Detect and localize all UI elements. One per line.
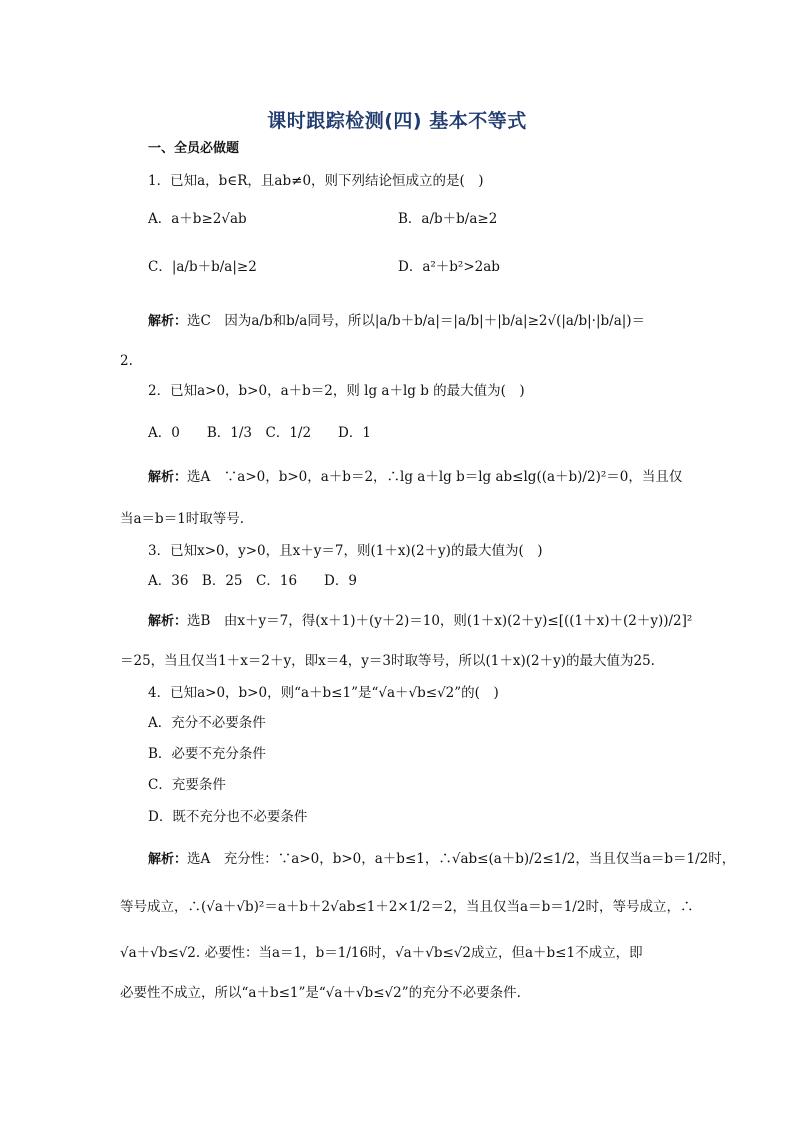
section-heading: 一、全员必做题 bbox=[148, 141, 240, 156]
q4-option-d: D．既不充分也不必要条件 bbox=[148, 809, 308, 825]
q3-answer bbox=[148, 612, 692, 631]
q1-answer-text: 选C 因为a/b和b/a同号，所以|a/b＋b/a|＝|a/b|＋|b/a|≥2√(|a/b|·|b/a|)＝ bbox=[187, 313, 646, 329]
q4-answer-line-1: 选A 充分性：∵a>0，b>0，a＋b≤1，∴√ab≤(a＋b)/2≤1/2，当且仅当a＝b＝1/2时， bbox=[187, 851, 736, 867]
q4-option-b: B．必要不充分条件 bbox=[148, 746, 266, 762]
q3-answer-cont: ＝25，当且仅当1＋x＝2＋y，即x＝4，y＝3时取等号，所以(1＋x)(2＋y)的最大值为25. bbox=[120, 653, 655, 669]
q1-answer-label: 解析： bbox=[148, 314, 188, 329]
q2-answer-text: 选A ∵a>0，b>0，a＋b＝2，∴lg a＋lg b＝lg ab≤lg((a＋b)/2)²＝0，当且仅 bbox=[187, 469, 683, 485]
q1-option-a: A．a＋b≥2√ab bbox=[148, 211, 247, 227]
q1-answer-cont: 2. bbox=[120, 353, 133, 369]
q4-answer-label: 解析： bbox=[148, 852, 188, 867]
q4-stem: 4．已知a>0，b>0，则“a＋b≤1”是“√a＋√b≤√2”的( ) bbox=[148, 685, 499, 701]
q1-answer bbox=[148, 312, 645, 331]
q3-answer-text: 选B 由x＋y＝7，得(x＋1)＋(y＋2)＝10，则(1＋x)(2＋y)≤[((1＋x)＋(2＋y))/2]² bbox=[187, 613, 693, 629]
q2-options: A．0 B．1/3 C．1/2 D．1 bbox=[148, 425, 371, 441]
q4-answer-line-3: √a＋√b≤√2. 必要性：当a＝1，b＝1/16时，√a＋√b≤√2成立，但a＋b≤1不成立，即 bbox=[120, 945, 643, 961]
q3-options: A．36 B．25 C．16 D．9 bbox=[148, 573, 357, 589]
q4-option-c: C．充要条件 bbox=[148, 777, 226, 793]
q2-answer-label: 解析： bbox=[148, 470, 188, 485]
q3-answer-label: 解析： bbox=[148, 614, 188, 629]
page-title: 课时跟踪检测(四) 基本不等式 bbox=[267, 110, 527, 132]
q1-option-b: B．a/b＋b/a≥2 bbox=[398, 211, 498, 227]
q2-answer bbox=[148, 468, 682, 487]
q4-answer-line-4: 必要性不成立，所以“a＋b≤1”是“√a＋√b≤√2”的充分不必要条件. bbox=[120, 985, 521, 1001]
q1-option-c: C．|a/b＋b/a|≥2 bbox=[148, 259, 257, 275]
q4-answer bbox=[148, 850, 735, 869]
q2-stem: 2．已知a>0，b>0，a＋b＝2，则 lg a＋lg b 的最大值为( ) bbox=[148, 383, 525, 399]
q3-stem: 3．已知x>0，y>0，且x＋y＝7，则(1＋x)(2＋y)的最大值为( ) bbox=[148, 543, 543, 559]
q1-option-d: D．a²＋b²>2ab bbox=[398, 259, 500, 275]
q4-answer-line-2: 等号成立，∴(√a＋√b)²＝a＋b＋2√ab≤1＋2×1/2＝2，当且仅当a＝b＝1/2时，等号成立，∴ bbox=[120, 899, 694, 915]
q4-option-a: A．充分不必要条件 bbox=[148, 715, 266, 731]
q1-stem: 1．已知a，b∈R，且ab≠0，则下列结论恒成立的是( ) bbox=[148, 173, 484, 189]
q2-answer-cont: 当a＝b＝1时取等号. bbox=[120, 511, 245, 527]
